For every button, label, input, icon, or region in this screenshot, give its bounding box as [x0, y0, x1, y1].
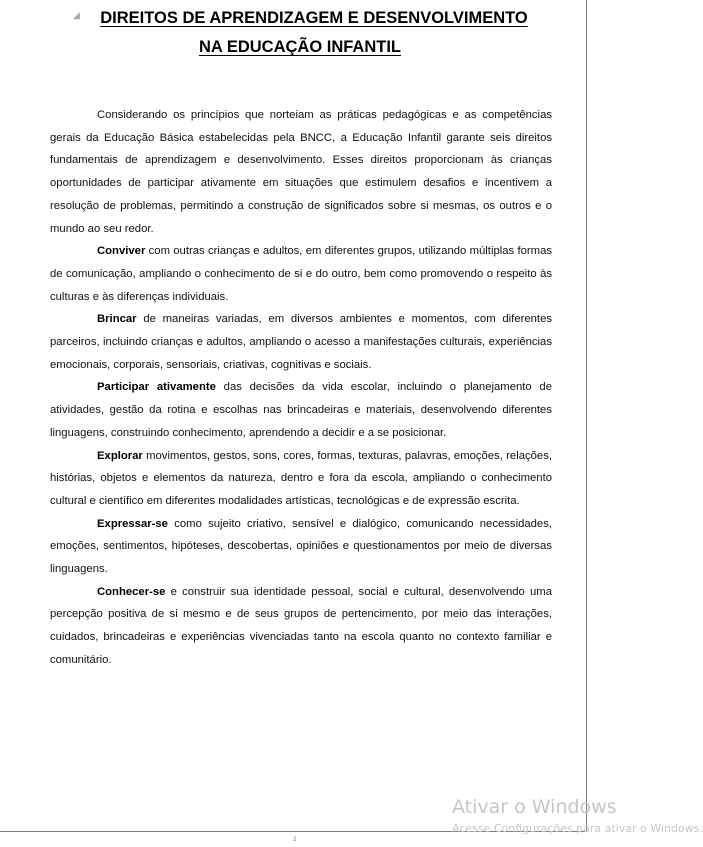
- right-term: Brincar: [97, 313, 137, 326]
- right-paragraph-brincar: [50, 308, 552, 376]
- watermark-subtitle: Acesse Configurações para ativar o Windows.: [452, 822, 703, 835]
- document-body: [50, 104, 552, 672]
- document-heading: [50, 4, 550, 62]
- right-term: Conhecer-se: [97, 585, 166, 598]
- page-number: 2: [293, 837, 297, 843]
- right-paragraph-explorar: [50, 445, 552, 513]
- right-description: como sujeito criativo, sensível e dialógico, comunicando necessidades, emoções, sentimentos, hipóteses, descobertas, opiniões e questionamentos por meio de diversas linguagens.: [50, 517, 552, 576]
- page-right-edge: [586, 0, 587, 832]
- right-term: Conviver: [97, 245, 146, 258]
- right-description: movimentos, gestos, sons, cores, formas, texturas, palavras, emoções, relações, histórias, objetos e elementos da natureza, dentro e fora da escola, ampliando o conhecimento cultural e científico em diferentes modalidades artísticas, tecnológicas e de expressão escrita.: [50, 449, 552, 507]
- windows-activation-watermark: [452, 795, 703, 836]
- right-description: com outras crianças e adultos, em diferentes grupos, utilizando múltiplas formas de comunicação, ampliando o conhecimento de si e do outro, bem como promovendo o respeito às culturas e às diferenças individuais.: [50, 245, 552, 303]
- right-description: das decisões da vida escolar, incluindo o planejamento de atividades, gestão da rotina e escolhas nas brincadeiras e materiais, desenvolvendo diferentes linguagens, construindo conhecimento, aprendendo a decidir e a se posicionar.: [50, 381, 553, 439]
- right-term: Participar ativamente: [97, 381, 216, 394]
- right-description: de maneiras variadas, em diversos ambientes e momentos, com diferentes parceiros, incluindo crianças e adultos, ampliando o acesso a manifestações culturais, experiências emocionais, corporais, sensoriais, criativas, cognitivas e sociais.: [50, 313, 552, 371]
- watermark-title: Ativar o Windows: [452, 796, 617, 818]
- collapse-triangle-icon[interactable]: ◢: [73, 10, 80, 20]
- right-paragraph-expressar: [50, 513, 552, 581]
- heading-line-2: NA EDUCAÇÃO INFANTIL: [199, 38, 401, 56]
- right-paragraph-conhecer: [50, 581, 552, 672]
- heading-line-1: DIREITOS DE APRENDIZAGEM E DESENVOLVIMENTO: [100, 9, 528, 27]
- right-paragraph-conviver: [50, 240, 552, 308]
- right-term: Explorar: [97, 449, 143, 462]
- right-paragraph-participar: [50, 376, 552, 444]
- right-description: e construir sua identidade pessoal, social e cultural, desenvolvendo uma percepção positiva de si mesmo e de seus grupos de pertencimento, por meio das interações, cuidados, brincadeiras e experiências vivenciadas tanto na escola quanto no contexto familiar e comunitário.: [50, 585, 552, 666]
- right-term: Expressar-se: [97, 517, 168, 530]
- intro-paragraph: Considerando os princípios que norteiam as práticas pedagógicas e as competências gerais da Educação Básica estabelecidas pela BNCC, a Educação Infantil garante seis direitos fundamentais de aprendizagem e desenvolvimento. Esses direitos proporcionam às crianças oportunidades de participar ativamente em situações que estimulem desafios e incentivem a resolução de problemas, permitindo a construção de significados sobre si mesmas, os outros e o mundo ao seu redor.: [50, 109, 552, 235]
